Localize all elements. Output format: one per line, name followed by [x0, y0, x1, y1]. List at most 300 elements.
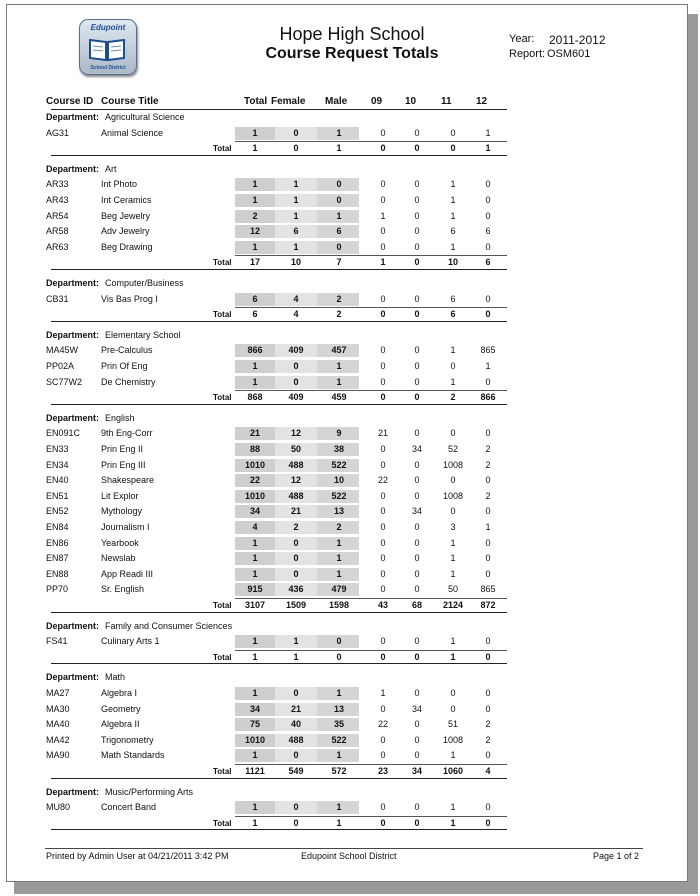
course-grade-10: 34	[411, 444, 422, 454]
total-label: Total	[213, 393, 232, 403]
page-number: Page 1 of 2	[593, 851, 640, 861]
course-grade-10: 0	[414, 475, 420, 486]
total-grade-12: 872	[480, 600, 496, 610]
year-meta	[509, 33, 606, 47]
course-total: 1	[252, 688, 258, 698]
course-female: 1	[293, 195, 299, 205]
course-female: 0	[293, 376, 299, 387]
course-grade-11: 1	[450, 179, 456, 190]
total-female: 1509	[285, 600, 307, 610]
course-grade-11: 1	[450, 345, 456, 356]
course-male: 1	[336, 376, 342, 387]
total-grade-10: 0	[414, 309, 420, 320]
course-row	[7, 458, 689, 473]
col-female: Female	[271, 96, 306, 107]
course-row	[7, 473, 689, 488]
course-grade-12: 0	[485, 241, 491, 252]
course-grade-12: 1	[485, 127, 491, 138]
department-label: Department:	[46, 672, 100, 683]
course-total: 1	[252, 376, 258, 387]
report-meta	[509, 48, 591, 60]
footer-district: Edupoint School District	[301, 851, 397, 861]
course-total: 1	[252, 241, 258, 252]
course-id: MA42	[46, 734, 70, 745]
course-grade-11: 1008	[442, 490, 464, 501]
total-grade-11: 1	[450, 651, 456, 662]
course-male: 2	[336, 522, 342, 532]
total-grade-09: 0	[380, 817, 386, 828]
total-grade-11: 10	[447, 257, 458, 268]
department-name-cell	[46, 162, 117, 177]
total-total: 3107	[244, 600, 266, 610]
course-grade-09: 0	[380, 293, 386, 304]
total-grade-11: 0	[450, 143, 456, 154]
course-male: 1	[336, 361, 342, 371]
course-row	[7, 177, 689, 192]
course-grade-10: 0	[414, 361, 420, 371]
report-title: Course Request Totals	[265, 45, 439, 62]
department-name: Family and Consumer Sciences	[105, 620, 233, 631]
course-total: 1010	[244, 490, 266, 501]
course-title: Algebra I	[101, 688, 138, 698]
course-grade-11: 6	[450, 226, 456, 237]
total-total: 868	[247, 392, 263, 403]
course-grade-11: 0	[450, 475, 456, 486]
course-grade-10: 0	[414, 522, 420, 532]
department-header	[7, 162, 689, 177]
course-row	[7, 717, 689, 732]
course-grade-10: 0	[414, 226, 420, 237]
course-grade-11: 1	[450, 750, 456, 761]
course-total: 12	[249, 226, 260, 237]
course-grade-09: 0	[380, 376, 386, 387]
course-grade-09: 0	[380, 179, 386, 190]
course-grade-11: 1008	[442, 734, 464, 745]
course-id: MA90	[46, 750, 70, 761]
course-row	[7, 520, 689, 535]
course-female: 21	[290, 506, 301, 517]
course-grade-10: 0	[414, 293, 420, 304]
course-total: 1	[252, 750, 258, 761]
course-female: 1	[293, 636, 299, 647]
course-row	[7, 209, 689, 224]
course-title: Lit Explor	[101, 490, 139, 501]
course-title: Mythology	[101, 506, 143, 517]
course-grade-09: 0	[380, 568, 386, 579]
course-total: 915	[247, 584, 263, 595]
total-grade-09: 23	[377, 766, 388, 776]
course-title: Culinary Arts 1	[101, 636, 160, 647]
total-grade-11: 1060	[442, 766, 464, 776]
department-name: Computer/Business	[105, 278, 184, 288]
course-title: Vis Bas Prog I	[101, 293, 158, 304]
course-id: PP70	[46, 584, 69, 595]
course-grade-09: 0	[380, 506, 386, 517]
course-total: 1	[252, 568, 258, 579]
course-grade-10: 0	[414, 210, 420, 221]
total-grade-10: 0	[414, 817, 420, 828]
course-row	[7, 240, 689, 255]
course-grade-10: 0	[414, 195, 420, 205]
course-title: Trigonometry	[101, 734, 154, 745]
course-row	[7, 442, 689, 457]
course-row	[7, 800, 689, 815]
department-name-cell	[46, 411, 135, 426]
total-total: 1	[252, 817, 258, 828]
course-id: EN86	[46, 537, 69, 548]
course-title: Animal Science	[101, 127, 164, 138]
course-grade-10: 0	[414, 428, 420, 439]
course-grade-10: 0	[414, 179, 420, 190]
year-value: 2011-2012	[549, 33, 606, 47]
course-male: 10	[333, 475, 344, 486]
total-male: 2	[336, 309, 342, 320]
course-title: Geometry	[101, 703, 141, 714]
total-total: 1121	[245, 766, 265, 776]
course-id: EN84	[46, 522, 69, 532]
course-female: 4	[293, 293, 299, 304]
course-grade-10: 0	[414, 584, 420, 595]
course-row	[7, 551, 689, 566]
course-title: Adv Jewelry	[101, 226, 150, 237]
course-title: Prin Eng II	[101, 444, 144, 454]
course-title: Newslab	[101, 553, 136, 564]
total-male: 459	[331, 392, 347, 403]
course-grade-12: 0	[485, 179, 491, 190]
total-grade-12: 1	[485, 143, 491, 154]
col-male: Male	[325, 96, 348, 107]
course-grade-12: 0	[485, 537, 491, 548]
course-total: 1	[252, 537, 258, 548]
course-grade-09: 0	[380, 459, 386, 470]
course-row	[7, 375, 689, 390]
course-title: Prin Of Eng	[101, 361, 148, 371]
printed-by: Printed by Admin User at 04/21/2011 3:42 PM	[46, 851, 229, 861]
total-grade-10: 0	[414, 651, 420, 662]
course-female: 40	[290, 719, 301, 730]
course-female: 409	[288, 345, 304, 356]
total-grade-10: 0	[414, 143, 420, 154]
total-label: Total	[213, 258, 232, 268]
course-row	[7, 504, 689, 519]
course-grade-12: 0	[485, 506, 491, 517]
course-title: Math Standards	[101, 750, 165, 761]
course-male: 13	[333, 703, 344, 714]
course-id: PP02A	[46, 361, 75, 371]
course-grade-10: 0	[414, 750, 420, 761]
course-grade-10: 34	[411, 506, 422, 517]
course-title: Shakespeare	[101, 475, 155, 486]
course-total: 75	[249, 719, 260, 730]
logo-brand: Edupoint	[90, 23, 126, 32]
department-name: Music/Performing Arts	[105, 786, 194, 797]
department-header	[7, 670, 689, 685]
column-header-row	[7, 96, 687, 110]
course-male: 479	[331, 584, 347, 595]
course-grade-09: 22	[377, 719, 388, 730]
course-grade-09: 0	[380, 241, 386, 252]
course-grade-11: 1	[450, 241, 456, 252]
course-grade-12: 0	[485, 568, 491, 579]
course-grade-09: 1	[380, 688, 386, 698]
course-grade-12: 0	[485, 293, 491, 304]
total-grade-09: 0	[380, 309, 386, 320]
course-total: 1	[252, 179, 258, 190]
total-female: 549	[288, 766, 304, 776]
course-id: MA27	[46, 688, 70, 698]
course-grade-11: 3	[450, 522, 456, 532]
course-female: 0	[293, 688, 299, 698]
total-grade-12: 0	[485, 817, 491, 828]
course-male: 1	[336, 750, 342, 761]
course-total: 34	[249, 703, 260, 714]
course-grade-09: 0	[380, 444, 386, 454]
course-grade-09: 0	[380, 345, 386, 356]
total-female: 409	[288, 392, 304, 403]
course-male: 1	[336, 568, 342, 579]
course-title: App Readi III	[101, 568, 154, 579]
course-grade-09: 0	[380, 703, 386, 714]
total-grade-09: 43	[377, 600, 388, 610]
course-id: SC77W2	[46, 376, 83, 387]
department-label: Department:	[46, 412, 100, 423]
course-grade-09: 0	[380, 750, 386, 761]
course-row	[7, 634, 689, 649]
total-grade-12: 0	[485, 309, 491, 320]
course-row	[7, 489, 689, 504]
total-male: 1598	[328, 600, 350, 610]
course-total: 1	[252, 127, 258, 138]
total-label: Total	[213, 144, 232, 154]
total-male: 0	[336, 651, 342, 662]
course-row	[7, 536, 689, 551]
course-grade-10: 0	[414, 376, 420, 387]
course-total: 1010	[244, 734, 266, 745]
course-id: EN51	[46, 490, 69, 501]
course-female: 1	[293, 210, 299, 221]
course-title: Journalism I	[101, 522, 150, 532]
col-course-title: Course Title	[101, 96, 159, 107]
course-male: 2	[336, 293, 342, 304]
course-grade-11: 0	[450, 127, 456, 138]
course-male: 13	[333, 506, 344, 517]
total-label: Total	[213, 652, 232, 662]
department-rule	[51, 155, 507, 156]
course-total: 34	[249, 506, 260, 517]
course-female: 0	[293, 361, 299, 371]
department-rule	[51, 321, 507, 322]
course-total: 88	[249, 444, 260, 454]
course-grade-12: 0	[485, 376, 491, 387]
course-grade-12: 2	[485, 719, 491, 730]
course-grade-10: 0	[414, 688, 420, 698]
course-grade-10: 0	[414, 802, 420, 813]
col-grade-11: 11	[441, 96, 452, 107]
course-female: 12	[290, 475, 301, 486]
course-male: 0	[336, 179, 342, 190]
course-total: 22	[249, 475, 260, 486]
course-female: 1	[293, 241, 299, 252]
col-grade-12: 12	[476, 96, 488, 107]
course-total: 1	[252, 802, 258, 813]
department-name-cell	[46, 619, 232, 634]
course-grade-11: 6	[450, 293, 456, 304]
course-total: 1010	[244, 459, 266, 470]
total-grade-12: 4	[485, 766, 491, 776]
course-female: 488	[288, 734, 304, 745]
report-value: OSM601	[547, 48, 591, 60]
course-row	[7, 686, 689, 701]
course-id: AR54	[46, 210, 69, 221]
department-rule	[51, 269, 507, 270]
course-row	[7, 292, 689, 307]
logo-subtitle: School District	[90, 65, 126, 71]
course-id: MA45W	[46, 345, 79, 356]
course-male: 1	[336, 537, 342, 548]
year-label: Year:	[509, 33, 535, 45]
course-grade-12: 0	[485, 750, 491, 761]
course-grade-11: 1	[450, 568, 456, 579]
department-name: English	[105, 412, 135, 423]
course-female: 0	[293, 537, 299, 548]
course-total: 866	[247, 345, 263, 356]
course-female: 0	[293, 127, 299, 138]
total-grade-10: 68	[411, 600, 422, 610]
course-grade-12: 0	[485, 688, 491, 698]
total-male: 7	[336, 257, 342, 268]
course-male: 35	[333, 719, 344, 730]
course-grade-10: 0	[414, 241, 420, 252]
course-grade-12: 0	[485, 802, 491, 813]
total-total: 17	[249, 257, 260, 268]
total-total: 6	[252, 309, 258, 320]
course-row	[7, 582, 689, 597]
report-page	[6, 4, 688, 882]
course-grade-09: 0	[380, 522, 386, 532]
department-name: Elementary School	[105, 329, 181, 340]
department-label: Department:	[46, 163, 100, 174]
course-grade-10: 0	[414, 127, 420, 138]
course-id: AR33	[46, 179, 69, 190]
course-male: 9	[336, 428, 342, 439]
department-name-cell	[46, 670, 125, 685]
course-grade-12: 2	[485, 734, 491, 745]
course-grade-12: 0	[485, 475, 491, 486]
course-id: AR58	[46, 226, 69, 237]
total-grade-11: 6	[450, 309, 456, 320]
department-name-cell	[46, 110, 185, 125]
course-grade-12: 865	[480, 345, 496, 356]
course-row	[7, 567, 689, 582]
course-id: FS41	[46, 636, 68, 647]
course-id: AR63	[46, 241, 69, 252]
department-label: Department:	[46, 112, 100, 122]
course-title: 9th Eng-Corr	[101, 428, 153, 439]
course-grade-09: 22	[377, 475, 388, 486]
course-male: 457	[331, 345, 347, 356]
course-grade-10: 0	[414, 537, 420, 548]
course-male: 0	[336, 195, 342, 205]
course-total: 2	[252, 210, 258, 221]
course-title: Sr. English	[101, 584, 145, 595]
course-male: 0	[336, 241, 342, 252]
course-title: Concert Band	[101, 802, 157, 813]
department-header	[7, 411, 689, 426]
course-row	[7, 702, 689, 717]
total-grade-10: 34	[411, 766, 422, 776]
course-grade-12: 6	[485, 226, 491, 237]
total-grade-11: 2124	[442, 600, 464, 610]
department-rule	[51, 829, 507, 830]
course-grade-11: 1	[450, 210, 456, 221]
course-grade-11: 0	[450, 361, 456, 371]
course-grade-11: 0	[450, 688, 456, 698]
footer-rule	[45, 848, 643, 849]
course-row	[7, 748, 689, 763]
course-male: 0	[336, 636, 342, 647]
course-grade-12: 0	[485, 428, 491, 439]
course-grade-11: 1	[450, 376, 456, 387]
course-grade-10: 34	[411, 703, 422, 714]
total-label: Total	[213, 310, 232, 320]
course-grade-12: 0	[485, 636, 491, 647]
course-grade-10: 0	[414, 459, 420, 470]
total-male: 572	[331, 766, 347, 776]
total-male: 1	[336, 817, 342, 828]
total-female: 0	[293, 143, 299, 154]
course-female: 436	[288, 584, 304, 595]
course-total: 6	[252, 293, 258, 304]
course-row	[7, 426, 689, 441]
department-rule	[51, 663, 507, 664]
course-grade-12: 1	[485, 522, 491, 532]
department-header	[7, 276, 689, 291]
col-course-id: Course ID	[46, 96, 94, 107]
course-grade-09: 1	[380, 210, 386, 221]
course-grade-10: 0	[414, 553, 420, 564]
course-id: MU80	[46, 802, 71, 813]
total-total: 1	[252, 143, 258, 154]
course-title: Yearbook	[101, 537, 139, 548]
course-total: 1	[252, 361, 258, 371]
department-label: Department:	[46, 620, 100, 631]
course-grade-11: 1	[450, 195, 456, 205]
course-grade-12: 0	[485, 553, 491, 564]
course-grade-11: 52	[447, 444, 458, 454]
department-name: Math	[105, 672, 126, 683]
course-female: 0	[293, 750, 299, 761]
course-female: 21	[290, 703, 301, 714]
course-female: 0	[293, 553, 299, 564]
course-grade-11: 1008	[442, 459, 464, 470]
course-row	[7, 343, 689, 358]
col-grade-09: 09	[371, 96, 383, 107]
total-grade-12: 0	[485, 651, 491, 662]
department-label: Department:	[46, 329, 100, 340]
course-grade-11: 0	[450, 506, 456, 517]
course-row	[7, 193, 689, 208]
total-total: 1	[252, 651, 258, 662]
course-grade-11: 1	[450, 553, 456, 564]
course-grade-10: 0	[414, 345, 420, 356]
course-male: 1	[336, 127, 342, 138]
course-grade-10: 0	[414, 636, 420, 647]
course-male: 1	[336, 688, 342, 698]
course-id: EN88	[46, 568, 69, 579]
course-title: Pre-Calculus	[101, 345, 153, 356]
course-female: 2	[293, 522, 299, 532]
course-grade-12: 2	[485, 459, 491, 470]
